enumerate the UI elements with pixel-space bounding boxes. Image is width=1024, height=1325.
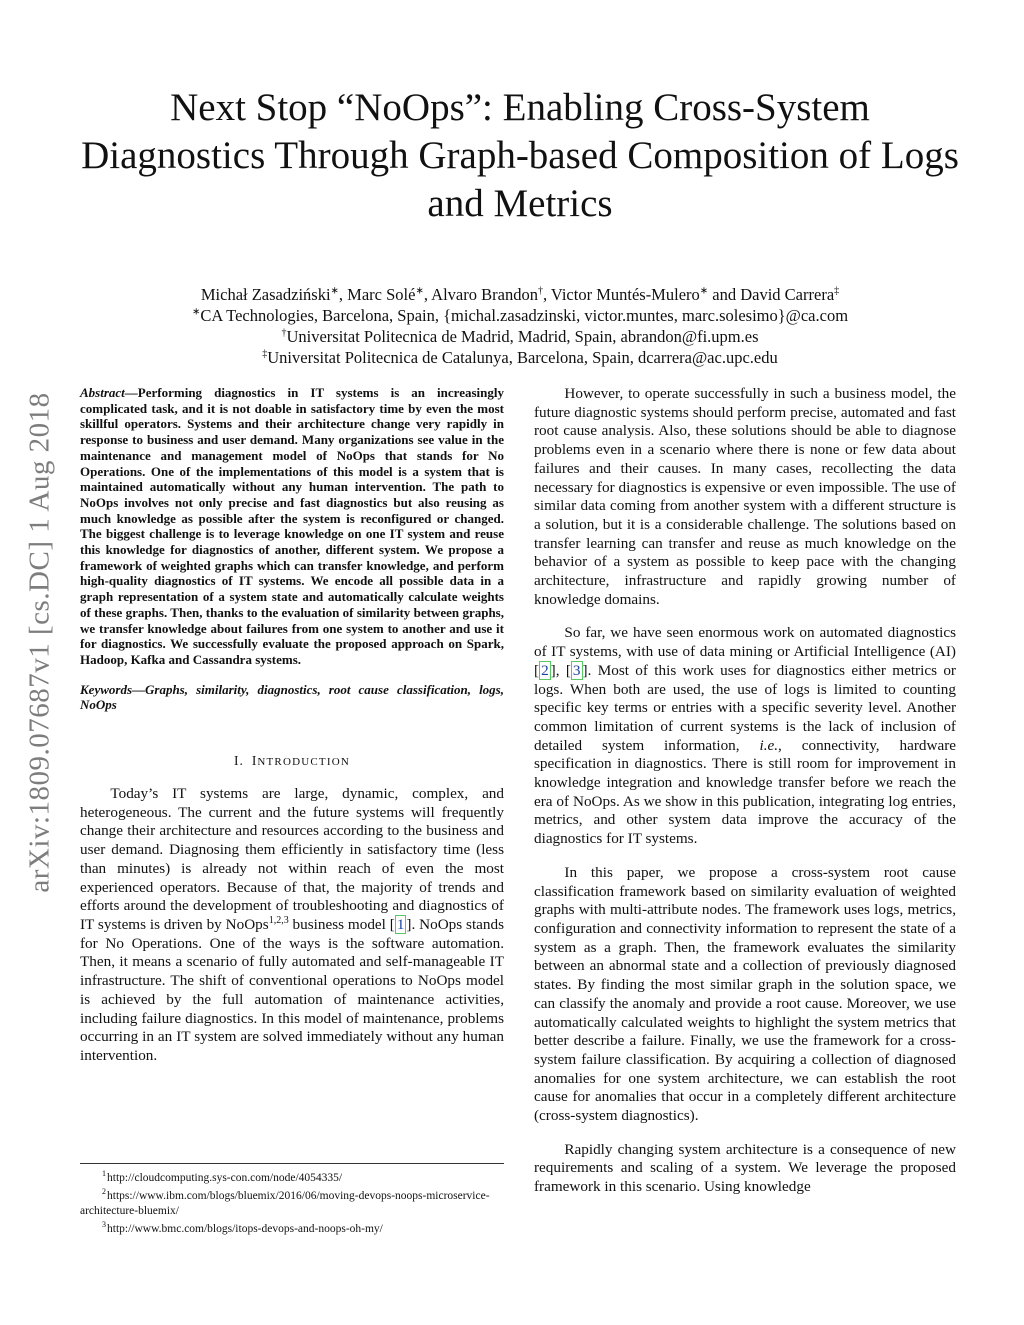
body-paragraph	[534, 624, 956, 848]
footnote-mark: 3	[102, 1220, 106, 1230]
section-number: I.	[233, 753, 244, 769]
affiliation-line	[80, 347, 960, 368]
affiliation-line	[80, 326, 960, 347]
affiliation-mark: ‡	[834, 285, 840, 297]
footnote-mark: 2	[102, 1187, 106, 1197]
text-run: ]. NoOps stands for No Operations. One of the ways is the software automation. Then, it means a scenario of fully automated and self-manageable IT infrastructure. The shift of conventional operations to NoOps model is achieved by the full automation of maintenance activities, including failure diagnostics. In this model of maintenance, problems occurring in an IT system are solved immediately without any human intervention.	[80, 915, 505, 1064]
author-name: , Victor Muntés-Mulero	[542, 285, 700, 304]
affiliation-mark: ∗	[699, 285, 709, 297]
text-run: ], [	[550, 661, 571, 679]
affiliation-line	[80, 305, 960, 326]
text-run: business model [	[288, 915, 395, 933]
affiliation-mark: ‡	[262, 348, 268, 360]
affiliation-text: Universitat Politecnica de Madrid, Madrid, Spain, abrandon@fi.upm.es	[286, 327, 759, 346]
author-name: Michał Zasadziński	[200, 285, 331, 304]
citation-link[interactable]: 3	[572, 661, 581, 679]
keywords-label: Keywords	[80, 681, 132, 697]
affiliation-mark: †	[281, 327, 287, 339]
text-run: ]. Most of this work uses for diagnostics either metrics or logs. When both are used, the use of logs is limited to counting specific key terms or entries with a specific severity level. Another common limitation of current systems is the lack of inclusion of detailed system information,	[534, 661, 956, 754]
author-name: , Alvaro Brandon	[423, 285, 538, 304]
abstract	[80, 385, 504, 668]
emphasis-text: i.e.	[759, 736, 779, 754]
affiliation-mark: ∗	[191, 306, 201, 318]
footnote-url: http://cloudcomputing.sys-con.com/node/4054335/	[107, 1171, 343, 1184]
affiliation-text: Universitat Politecnica de Catalunya, Barcelona, Spain, dcarrera@ac.upc.edu	[267, 348, 778, 367]
footnote	[80, 1167, 504, 1185]
affiliation-mark: ∗	[415, 285, 424, 297]
text-run: , connectivity, hardware specification in diagnostics. There is still room for improvement in knowledge integration and knowledge transfer before we reach the era of NoOps. As we show in this publication, integrating log entries, metrics, and other system data improve the accuracy of the diagnostics for IT systems.	[534, 736, 957, 848]
author-block	[80, 284, 960, 368]
section-title-rest: NTRODUCTION	[257, 756, 350, 769]
affiliation-mark: ∗	[330, 285, 339, 297]
abstract-text: —Performing diagnostics in IT systems is an increasingly complicated task, and it is not doable in satisfactory time by even the most skillful operators. Systems and their architecture change very rapidly in response to business and user demand. Many organizations see value in the maintenance and management model of NoOps that stands for No Operations. One of the implementations of this model is a system that is maintained automatically without any human intervention. The path to NoOps involves not only precise and fast diagnostics but also reusing as much knowledge as possible after the system is reconfigured or changed. The biggest challenge is to leverage knowledge on one IT system and reuse this knowledge for diagnostics of another, different system. We propose a framework of weighted graphs which can transfer knowledge, and perform high-quality diagnostics of IT systems. We encode all possible data in a graph representation of a system state and automatically calculate weights of these graphs. Then, thanks to the evaluation of similarity between graphs, we transfer knowledge about failures from one system to another and use it for diagnostics. We successfully evaluate the proposed approach on Spark, Hadoop, Kafka and Cassandra systems.	[80, 385, 504, 667]
affiliation-mark: †	[537, 285, 543, 297]
left-column	[80, 385, 504, 1066]
footnote-url: https://www.ibm.com/blogs/bluemix/2016/06/moving-devops-noops-microservice-architecture-bluemix/	[80, 1190, 490, 1217]
keywords	[80, 682, 504, 713]
right-column	[534, 385, 956, 1197]
body-paragraph: In this paper, we propose a cross-system root cause classification framework based on similarity evaluation of weighted graphs with multi-attribute nodes. The framework uses logs, metrics, configuration and connectivity information to represent the state of a system as a graph. Then, the framework evaluates the similarity between an abnormal state and a collection of previously diagnosed states. By finding the most similar graph in the solution space, we can classify the anomaly and provide a root cause. Moreover, we use automatically calculated weights to highlight the system metrics that better describe a failure. Finally, we use the framework for a cross-system failure classification. By acquiring a collection of diagnosed anomalies for one system architecture, we can establish the root cause for anomalies that occur in a completely different architecture (cross-system diagnostics).	[534, 863, 956, 1125]
footnotes	[80, 1163, 504, 1236]
author-name: and David Carrera	[708, 285, 835, 304]
keywords-text: —Graphs, similarity, diagnostics, root cause classification, logs, NoOps	[80, 681, 504, 713]
author-name: , Marc Solé	[338, 285, 416, 304]
body-paragraph: Rapidly changing system architecture is a consequence of new requirements and scaling of a system. We leverage the proposed framework in this scenario. Using knowledge	[534, 1140, 956, 1196]
author-list	[80, 284, 960, 305]
body-paragraph: However, to operate successfully in such a business model, the future diagnostic systems should perform precise, automated and fast root cause analysis. Also, these solutions should be able to diagnose problems even in a scenario where there is none or few data about failures and their causes. In many cases, recollecting the data necessary for diagnostics is expensive or even impossible. The use of similar data coming from another system with a different structure is a solution, but it is a considerable challenge. The solutions based on transfer learning can transfer and reuse as much knowledge on the behavior of a system as possible to keep pace with the changing architecture, infrastructure and rapidly growing number of knowledge domains.	[534, 385, 956, 608]
footnote	[80, 1218, 504, 1236]
citation-link[interactable]: 2	[541, 661, 549, 679]
footnote-marks: 1,2,3	[268, 914, 289, 926]
abstract-label: Abstract	[80, 385, 125, 400]
arxiv-side-stamp	[10, 355, 70, 930]
footnote-url: http://www.bmc.com/blogs/itops-devops-and-noops-oh-my/	[107, 1222, 383, 1235]
paper-title: Next Stop “NoOps”: Enabling Cross-System Diagnostics Through Graph-based Composition of Logs and Metrics	[81, 86, 959, 225]
citation-link[interactable]: 1	[396, 915, 405, 933]
arxiv-identifier: arXiv:1809.07687v1 [cs.DC] 1 Aug 2018	[23, 392, 56, 893]
section-title-initial: I	[251, 753, 258, 769]
text-run: So far, we have seen enormous work on automated diagnostics of IT systems, with use of data mining or Artificial Intelligence (AI) [	[534, 624, 956, 679]
footnote-mark: 1	[102, 1169, 106, 1178]
intro-paragraph	[80, 785, 504, 1066]
text-run: Today’s IT systems are large, dynamic, complex, and heterogeneous. The current and the future systems will frequently change their architecture and resources according to the business and user demand. Diagnosing them efficiently in satisfactory time (less than minutes) is already not within reach of even the most experienced operators. Because of that, the majority of trends and efforts around the development of troubleshooting and diagnostics of IT systems is driven by NoOps	[80, 785, 504, 933]
section-heading-introduction	[80, 753, 504, 769]
affiliation-text: CA Technologies, Barcelona, Spain, {michal.zasadzinski, victor.muntes, marc.solesimo}@ca.com	[200, 306, 849, 325]
footnote	[80, 1185, 504, 1218]
